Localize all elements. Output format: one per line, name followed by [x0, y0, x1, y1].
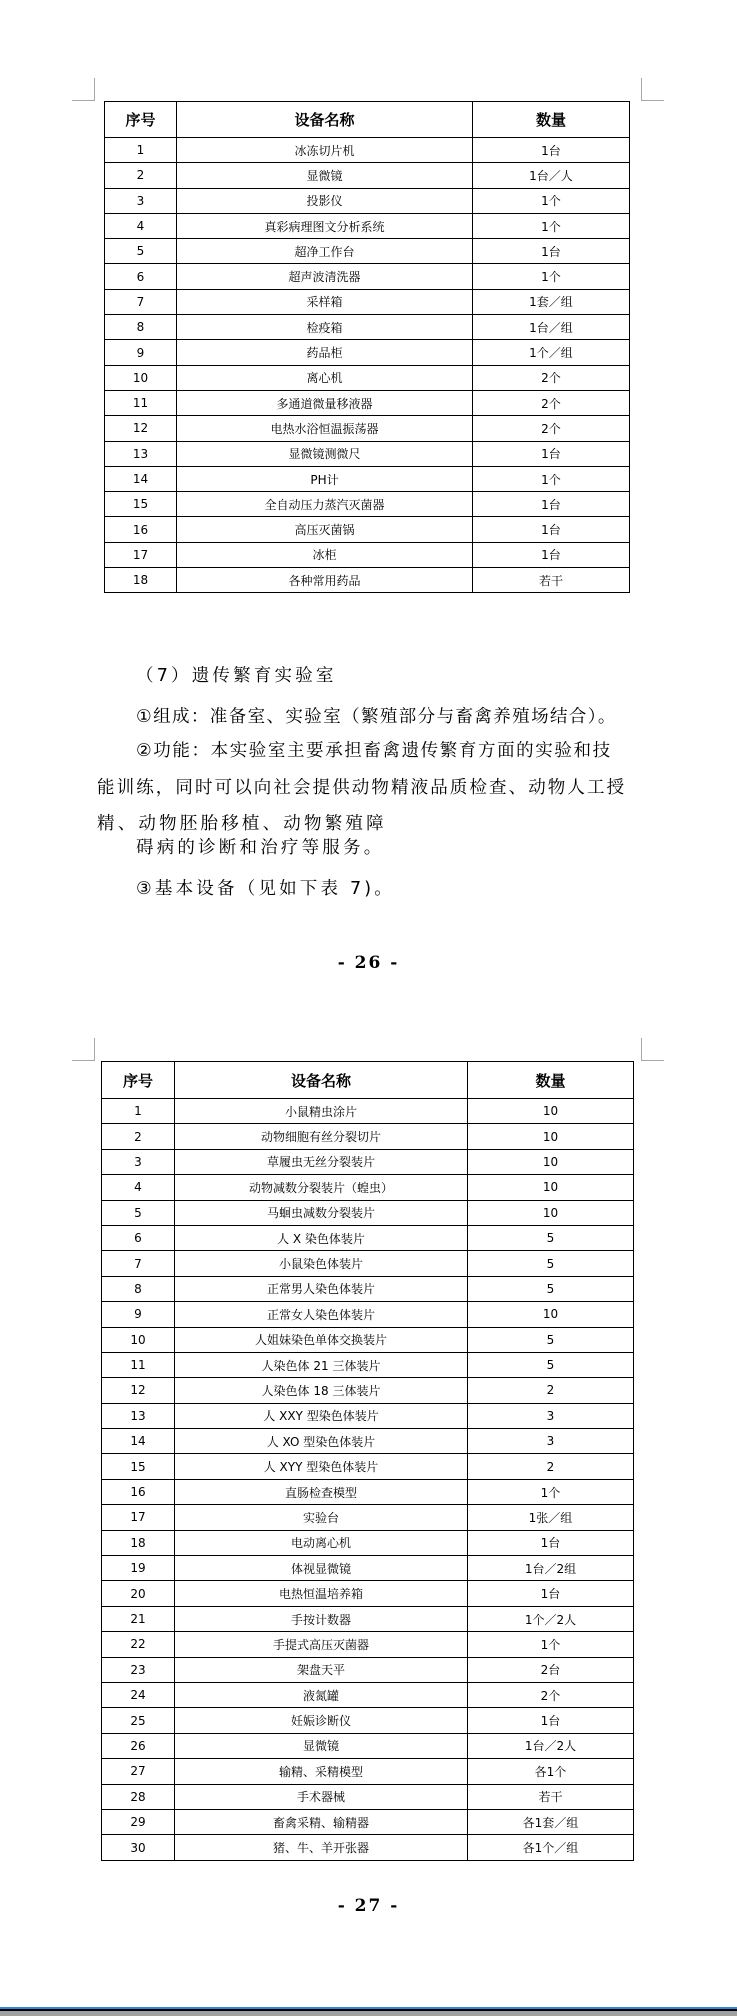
cell-index: 9	[105, 340, 177, 365]
cell-index: 16	[105, 517, 177, 542]
cell-index: 6	[105, 264, 177, 289]
cell-quantity: 1个	[468, 1479, 634, 1504]
cell-quantity: 1个	[473, 188, 630, 213]
table-row	[105, 492, 630, 517]
cell-equipment-name: 冰冻切片机	[177, 138, 473, 163]
cell-quantity: 2个	[468, 1682, 634, 1707]
cell-equipment-name: 人染色体 18 三体装片	[175, 1378, 468, 1403]
table-row	[102, 1708, 634, 1733]
paragraph-equipment: ③基本设备（见如下表 7)。	[136, 879, 396, 899]
cell-equipment-name: 人 X 染色体装片	[175, 1225, 468, 1250]
table-row	[102, 1479, 634, 1504]
cell-index: 13	[102, 1403, 175, 1428]
cell-index: 4	[105, 213, 177, 238]
table-row	[105, 315, 630, 340]
page-number: - 26 -	[337, 953, 400, 973]
cell-quantity: 1台	[468, 1581, 634, 1606]
cell-equipment-name: 液氮罐	[175, 1682, 468, 1707]
cell-index: 8	[105, 315, 177, 340]
cell-index: 17	[102, 1505, 175, 1530]
cell-index: 18	[105, 568, 177, 593]
cell-quantity: 2	[468, 1454, 634, 1479]
table-row	[102, 1099, 634, 1124]
cell-index: 5	[102, 1200, 175, 1225]
table-row	[102, 1403, 634, 1428]
header-quantity: 数量	[468, 1062, 634, 1099]
cell-index: 25	[102, 1708, 175, 1733]
cell-quantity: 10	[468, 1149, 634, 1174]
cell-index: 16	[102, 1479, 175, 1504]
cell-index: 5	[105, 239, 177, 264]
equipment-table-page-26	[104, 101, 630, 593]
cell-quantity: 1个／2人	[468, 1606, 634, 1631]
cell-index: 22	[102, 1632, 175, 1657]
table-row	[105, 517, 630, 542]
table-row	[102, 1175, 634, 1200]
cell-index: 30	[102, 1835, 175, 1860]
table-row	[105, 365, 630, 390]
table-row	[102, 1429, 634, 1454]
cell-quantity: 5	[468, 1327, 634, 1352]
table-row	[102, 1225, 634, 1250]
cell-index: 12	[105, 416, 177, 441]
cell-quantity: 1台	[473, 542, 630, 567]
paragraph-function: ②功能：本实验室主要承担畜禽遗传繁育方面的实验和技	[136, 741, 612, 761]
cell-equipment-name: 体视显微镜	[175, 1556, 468, 1581]
table-row	[105, 568, 630, 593]
header-index: 序号	[105, 102, 177, 138]
cell-index: 10	[105, 365, 177, 390]
table-row	[102, 1327, 634, 1352]
cell-quantity: 5	[468, 1276, 634, 1301]
cell-equipment-name: 电热水浴恒温振荡器	[177, 416, 473, 441]
section-heading: （7）遗传繁育实验室	[136, 666, 337, 686]
cell-equipment-name: 正常女人染色体装片	[175, 1302, 468, 1327]
cell-equipment-name: 显微镜	[175, 1733, 468, 1758]
cell-quantity: 1个	[473, 264, 630, 289]
paragraph-composition: ①组成：准备室、实验室（繁殖部分与畜禽养殖场结合）。	[136, 707, 617, 727]
paragraph-function-cont-3: 碍病的诊断和治疗等服务。	[136, 838, 385, 858]
table-row	[102, 1200, 634, 1225]
cell-equipment-name: 全自动压力蒸汽灭菌器	[177, 492, 473, 517]
cell-index: 11	[105, 390, 177, 415]
header-name: 设备名称	[175, 1062, 468, 1099]
cell-index: 11	[102, 1352, 175, 1377]
table-row	[102, 1276, 634, 1301]
paragraph-function-cont-1: 能训练，同时可以向社会提供动物精液品质检查、动物人工授	[97, 778, 627, 798]
cell-quantity: 10	[468, 1175, 634, 1200]
cell-equipment-name: 人染色体 21 三体装片	[175, 1352, 468, 1377]
table-row	[105, 213, 630, 238]
table-row	[102, 1530, 634, 1555]
cell-equipment-name: 采样箱	[177, 289, 473, 314]
cell-quantity: 1台	[473, 517, 630, 542]
cell-equipment-name: 畜禽采精、输精器	[175, 1809, 468, 1834]
cell-index: 13	[105, 441, 177, 466]
cell-index: 14	[102, 1429, 175, 1454]
cell-quantity: 1个	[468, 1632, 634, 1657]
cell-equipment-name: 电热恒温培养箱	[175, 1581, 468, 1606]
cell-equipment-name: 药品柜	[177, 340, 473, 365]
cell-equipment-name: 真彩病理图文分析系统	[177, 213, 473, 238]
table-row	[102, 1759, 634, 1784]
table-row	[102, 1835, 634, 1860]
cell-equipment-name: 人 XXY 型染色体装片	[175, 1403, 468, 1428]
table-row	[105, 441, 630, 466]
cell-quantity: 各1个／组	[468, 1835, 634, 1860]
cell-equipment-name: 架盘天平	[175, 1657, 468, 1682]
page-corner-mark-top-right	[641, 78, 664, 101]
header-index: 序号	[102, 1062, 175, 1099]
paragraph-function-cont-2: 精、动物胚胎移植、动物繁殖障	[97, 814, 387, 834]
cell-equipment-name: 超净工作台	[177, 239, 473, 264]
cell-equipment-name: 手提式高压灭菌器	[175, 1632, 468, 1657]
page-corner-mark-top-left	[72, 1038, 95, 1061]
cell-equipment-name: 离心机	[177, 365, 473, 390]
cell-equipment-name: 显微镜测微尺	[177, 441, 473, 466]
page-number: - 27 -	[337, 1896, 400, 1916]
cell-equipment-name: 动物细胞有丝分裂切片	[175, 1124, 468, 1149]
cell-index: 19	[102, 1556, 175, 1581]
cell-index: 9	[102, 1302, 175, 1327]
cell-equipment-name: 各种常用药品	[177, 568, 473, 593]
cell-index: 1	[102, 1099, 175, 1124]
cell-quantity: 各1套／组	[468, 1809, 634, 1834]
cell-index: 10	[102, 1327, 175, 1352]
cell-equipment-name: 手按计数器	[175, 1606, 468, 1631]
cell-quantity: 2个	[473, 365, 630, 390]
table-row	[102, 1352, 634, 1377]
cell-equipment-name: 草履虫无丝分裂装片	[175, 1149, 468, 1174]
table-row	[102, 1784, 634, 1809]
table-row	[102, 1733, 634, 1758]
cell-quantity: 10	[468, 1099, 634, 1124]
cell-quantity: 1台	[468, 1708, 634, 1733]
cell-index: 20	[102, 1581, 175, 1606]
cell-index: 15	[102, 1454, 175, 1479]
cell-equipment-name: 多通道微量移液器	[177, 390, 473, 415]
table-row	[102, 1454, 634, 1479]
cell-equipment-name: 检疫箱	[177, 315, 473, 340]
cell-equipment-name: 动物减数分裂装片（蝗虫）	[175, 1175, 468, 1200]
cell-equipment-name: 妊娠诊断仪	[175, 1708, 468, 1733]
cell-equipment-name: 正常男人染色体装片	[175, 1276, 468, 1301]
table-row	[105, 542, 630, 567]
cell-equipment-name: 投影仪	[177, 188, 473, 213]
table-row	[105, 188, 630, 213]
cell-quantity: 1套／组	[473, 289, 630, 314]
table-row	[105, 289, 630, 314]
cell-quantity: 2台	[468, 1657, 634, 1682]
cell-quantity: 1台／2组	[468, 1556, 634, 1581]
cell-quantity: 1台	[473, 441, 630, 466]
cell-quantity: 1个	[473, 466, 630, 491]
cell-equipment-name: 人 XO 型染色体装片	[175, 1429, 468, 1454]
cell-index: 6	[102, 1225, 175, 1250]
table-row	[102, 1606, 634, 1631]
cell-index: 8	[102, 1276, 175, 1301]
table-row	[105, 163, 630, 188]
cell-quantity: 若干	[468, 1784, 634, 1809]
table-row	[105, 340, 630, 365]
cell-equipment-name: 高压灭菌锅	[177, 517, 473, 542]
cell-index: 24	[102, 1682, 175, 1707]
cell-index: 29	[102, 1809, 175, 1834]
cell-equipment-name: 输精、采精模型	[175, 1759, 468, 1784]
table-row	[102, 1657, 634, 1682]
table-row	[102, 1809, 634, 1834]
table-row	[102, 1302, 634, 1327]
cell-quantity: 10	[468, 1200, 634, 1225]
table-row	[105, 390, 630, 415]
table-row	[105, 239, 630, 264]
cell-quantity: 1个	[473, 213, 630, 238]
cell-equipment-name: 小鼠染色体装片	[175, 1251, 468, 1276]
cell-quantity: 5	[468, 1352, 634, 1377]
cell-index: 1	[105, 138, 177, 163]
cell-quantity: 10	[468, 1124, 634, 1149]
cell-equipment-name: 电动离心机	[175, 1530, 468, 1555]
cell-quantity: 2个	[473, 416, 630, 441]
cell-equipment-name: 小鼠精虫涂片	[175, 1099, 468, 1124]
cell-index: 2	[105, 163, 177, 188]
cell-equipment-name: 猪、牛、羊开张器	[175, 1835, 468, 1860]
cell-index: 23	[102, 1657, 175, 1682]
cell-quantity: 3	[468, 1429, 634, 1454]
table-row	[105, 416, 630, 441]
table-row	[102, 1149, 634, 1174]
cell-index: 7	[105, 289, 177, 314]
cell-quantity: 5	[468, 1225, 634, 1250]
table-header-row	[105, 102, 630, 138]
table-row	[102, 1581, 634, 1606]
table-row	[102, 1378, 634, 1403]
window-status-strip	[0, 2011, 737, 2016]
cell-quantity: 1台／2人	[468, 1733, 634, 1758]
table-row	[102, 1682, 634, 1707]
cell-index: 14	[105, 466, 177, 491]
cell-equipment-name: 超声波清洗器	[177, 264, 473, 289]
table-row	[102, 1556, 634, 1581]
cell-quantity: 2	[468, 1378, 634, 1403]
cell-index: 7	[102, 1251, 175, 1276]
table-row	[102, 1251, 634, 1276]
cell-index: 28	[102, 1784, 175, 1809]
page-corner-mark-top-right	[641, 1038, 664, 1061]
table-body	[105, 138, 630, 593]
cell-equipment-name: 马蛔虫减数分裂装片	[175, 1200, 468, 1225]
table-row	[102, 1124, 634, 1149]
cell-index: 18	[102, 1530, 175, 1555]
table-row	[105, 466, 630, 491]
cell-quantity: 各1个	[468, 1759, 634, 1784]
header-quantity: 数量	[473, 102, 630, 138]
cell-index: 12	[102, 1378, 175, 1403]
cell-index: 15	[105, 492, 177, 517]
table-row	[105, 264, 630, 289]
cell-index: 26	[102, 1733, 175, 1758]
page-corner-mark-top-left	[72, 78, 95, 101]
cell-quantity: 5	[468, 1251, 634, 1276]
cell-quantity: 1台	[473, 138, 630, 163]
cell-quantity: 3	[468, 1403, 634, 1428]
cell-equipment-name: 冰柜	[177, 542, 473, 567]
table-row	[102, 1632, 634, 1657]
cell-equipment-name: 手术器械	[175, 1784, 468, 1809]
cell-quantity: 1台／组	[473, 315, 630, 340]
cell-quantity: 1台	[468, 1530, 634, 1555]
cell-index: 17	[105, 542, 177, 567]
cell-quantity: 1台	[473, 239, 630, 264]
cell-quantity: 1台／人	[473, 163, 630, 188]
cell-equipment-name: 直肠检查模型	[175, 1479, 468, 1504]
cell-quantity: 1台	[473, 492, 630, 517]
table-row	[105, 138, 630, 163]
table-row	[102, 1505, 634, 1530]
cell-index: 3	[105, 188, 177, 213]
cell-index: 2	[102, 1124, 175, 1149]
cell-index: 4	[102, 1175, 175, 1200]
cell-quantity: 1张／组	[468, 1505, 634, 1530]
cell-quantity: 2个	[473, 390, 630, 415]
cell-equipment-name: 人 XYY 型染色体装片	[175, 1454, 468, 1479]
cell-quantity: 1个／组	[473, 340, 630, 365]
cell-equipment-name: 显微镜	[177, 163, 473, 188]
table-header-row	[102, 1062, 634, 1099]
header-name: 设备名称	[177, 102, 473, 138]
cell-index: 21	[102, 1606, 175, 1631]
cell-index: 27	[102, 1759, 175, 1784]
cell-quantity: 10	[468, 1302, 634, 1327]
cell-equipment-name: PH计	[177, 466, 473, 491]
cell-index: 3	[102, 1149, 175, 1174]
cell-equipment-name: 实验台	[175, 1505, 468, 1530]
cell-quantity: 若干	[473, 568, 630, 593]
equipment-table-page-27	[101, 1061, 634, 1861]
table-body	[102, 1099, 634, 1861]
cell-equipment-name: 人姐妹染色单体交换装片	[175, 1327, 468, 1352]
